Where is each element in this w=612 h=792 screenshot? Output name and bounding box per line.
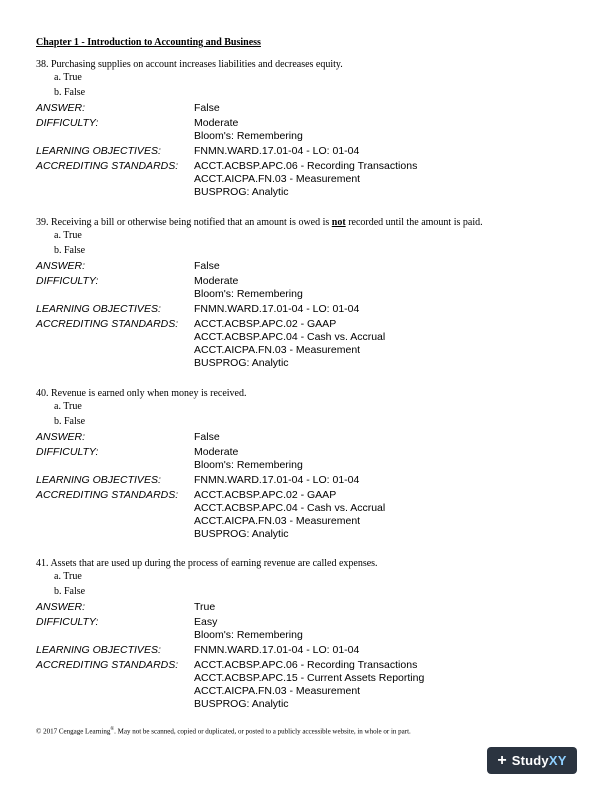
difficulty-label: DIFFICULTY: bbox=[36, 117, 99, 129]
answer-label: ANSWER: bbox=[36, 431, 86, 443]
difficulty-row bbox=[36, 446, 596, 472]
accrediting-standards-label: ACCREDITING STANDARDS: bbox=[36, 659, 179, 671]
accrediting-standard: ACCT.ACBSP.APC.04 - Cash vs. Accrual bbox=[194, 502, 386, 514]
question-text: 41. Assets that are used up during the process of earning revenue are called expenses. bbox=[36, 558, 378, 569]
answer-row bbox=[36, 102, 596, 115]
answer-value: True bbox=[194, 601, 216, 613]
question-text: 38. Purchasing supplies on account increases liabilities and decreases equity. bbox=[36, 59, 343, 70]
studyxy-logo[interactable] bbox=[487, 747, 577, 774]
learning-objectives-label: LEARNING OBJECTIVES: bbox=[36, 474, 161, 486]
question-text-part: recorded until the amount is paid. bbox=[345, 217, 483, 228]
option-b: b. False bbox=[54, 585, 86, 597]
answer-label: ANSWER: bbox=[36, 260, 86, 272]
option-a: a. True bbox=[54, 72, 82, 83]
answer-value: False bbox=[194, 102, 220, 114]
difficulty-label: DIFFICULTY: bbox=[36, 616, 99, 628]
question-text-emphasis: not bbox=[331, 217, 346, 228]
option-b: b. False bbox=[54, 244, 86, 256]
learning-objectives-row bbox=[36, 644, 596, 657]
answer-value: False bbox=[194, 431, 220, 443]
option-b: b. False bbox=[54, 86, 86, 98]
plus-icon: + bbox=[497, 751, 507, 769]
accrediting-standard: ACCT.AICPA.FN.03 - Measurement bbox=[194, 685, 361, 697]
accrediting-standard: ACCT.AICPA.FN.03 - Measurement bbox=[194, 515, 361, 527]
copyright-text: . May not be scanned, copied or duplicated, or posted to a publicly accessible website, in whole or in part. bbox=[114, 727, 411, 736]
option-a: a. True bbox=[54, 230, 82, 241]
option-a: a. True bbox=[54, 571, 82, 582]
difficulty-label: DIFFICULTY: bbox=[36, 275, 99, 287]
learning-objectives-row bbox=[36, 474, 596, 487]
question-39 bbox=[36, 216, 596, 370]
option-b: b. False bbox=[54, 415, 86, 427]
accrediting-standards-row bbox=[36, 160, 596, 199]
answer-value: False bbox=[194, 260, 220, 272]
difficulty-value: Bloom's: Remembering bbox=[194, 130, 303, 142]
accrediting-standard: BUSPROG: Analytic bbox=[194, 357, 289, 369]
accrediting-standards-label: ACCREDITING STANDARDS: bbox=[36, 318, 179, 330]
difficulty-value: Easy bbox=[194, 616, 218, 628]
accrediting-standard: BUSPROG: Analytic bbox=[194, 698, 289, 710]
learning-objectives-value: FNMN.WARD.17.01-04 - LO: 01-04 bbox=[194, 303, 360, 315]
learning-objectives-label: LEARNING OBJECTIVES: bbox=[36, 145, 161, 157]
question-38 bbox=[36, 58, 596, 199]
question-41 bbox=[36, 557, 596, 711]
learning-objectives-row bbox=[36, 303, 596, 316]
difficulty-row bbox=[36, 616, 596, 642]
option-a: a. True bbox=[54, 401, 82, 412]
accrediting-standards-row bbox=[36, 489, 596, 541]
difficulty-row bbox=[36, 117, 596, 143]
logo-text-accent: XY bbox=[548, 753, 567, 768]
difficulty-value: Moderate bbox=[194, 275, 239, 287]
difficulty-value: Bloom's: Remembering bbox=[194, 288, 303, 300]
difficulty-value: Bloom's: Remembering bbox=[194, 459, 303, 471]
accrediting-standard: ACCT.AICPA.FN.03 - Measurement bbox=[194, 344, 361, 356]
accrediting-standards-label: ACCREDITING STANDARDS: bbox=[36, 489, 179, 501]
learning-objectives-row bbox=[36, 145, 596, 158]
learning-objectives-value: FNMN.WARD.17.01-04 - LO: 01-04 bbox=[194, 145, 360, 157]
answer-label: ANSWER: bbox=[36, 102, 86, 114]
accrediting-standards-label: ACCREDITING STANDARDS: bbox=[36, 160, 179, 172]
answer-row bbox=[36, 260, 596, 273]
copyright-text: © 2017 Cengage Learning bbox=[36, 727, 111, 736]
accrediting-standards-row bbox=[36, 659, 596, 711]
copyright-footer bbox=[36, 727, 411, 735]
accrediting-standard: ACCT.ACBSP.APC.04 - Cash vs. Accrual bbox=[194, 331, 386, 343]
difficulty-value: Bloom's: Remembering bbox=[194, 629, 303, 641]
learning-objectives-label: LEARNING OBJECTIVES: bbox=[36, 303, 161, 315]
logo-text bbox=[512, 753, 567, 768]
learning-objectives-value: FNMN.WARD.17.01-04 - LO: 01-04 bbox=[194, 644, 360, 656]
question-text-part: 39. Receiving a bill or otherwise being notified that an amount is owed is bbox=[36, 217, 332, 228]
learning-objectives-value: FNMN.WARD.17.01-04 - LO: 01-04 bbox=[194, 474, 360, 486]
accrediting-standard: ACCT.ACBSP.APC.06 - Recording Transactions bbox=[194, 659, 418, 671]
answer-row bbox=[36, 601, 596, 614]
difficulty-label: DIFFICULTY: bbox=[36, 446, 99, 458]
difficulty-value: Moderate bbox=[194, 446, 239, 458]
difficulty-value: Moderate bbox=[194, 117, 239, 129]
accrediting-standard: ACCT.ACBSP.APC.02 - GAAP bbox=[194, 318, 337, 330]
question-text: 40. Revenue is earned only when money is received. bbox=[36, 388, 247, 399]
question-40 bbox=[36, 387, 596, 541]
accrediting-standard: BUSPROG: Analytic bbox=[194, 186, 289, 198]
accrediting-standard: ACCT.AICPA.FN.03 - Measurement bbox=[194, 173, 361, 185]
accrediting-standard: ACCT.ACBSP.APC.15 - Current Assets Reporting bbox=[194, 672, 425, 684]
accrediting-standard: ACCT.ACBSP.APC.02 - GAAP bbox=[194, 489, 337, 501]
accrediting-standard: ACCT.ACBSP.APC.06 - Recording Transactions bbox=[194, 160, 418, 172]
accrediting-standards-row bbox=[36, 318, 596, 370]
question-text bbox=[36, 216, 596, 229]
learning-objectives-label: LEARNING OBJECTIVES: bbox=[36, 644, 161, 656]
logo-text-main: Study bbox=[511, 753, 549, 768]
accrediting-standard: BUSPROG: Analytic bbox=[194, 528, 289, 540]
chapter-title: Chapter 1 - Introduction to Accounting and Business bbox=[36, 37, 261, 48]
answer-row bbox=[36, 431, 596, 444]
registered-mark: ® bbox=[110, 727, 115, 732]
difficulty-row bbox=[36, 275, 596, 301]
answer-label: ANSWER: bbox=[36, 601, 86, 613]
